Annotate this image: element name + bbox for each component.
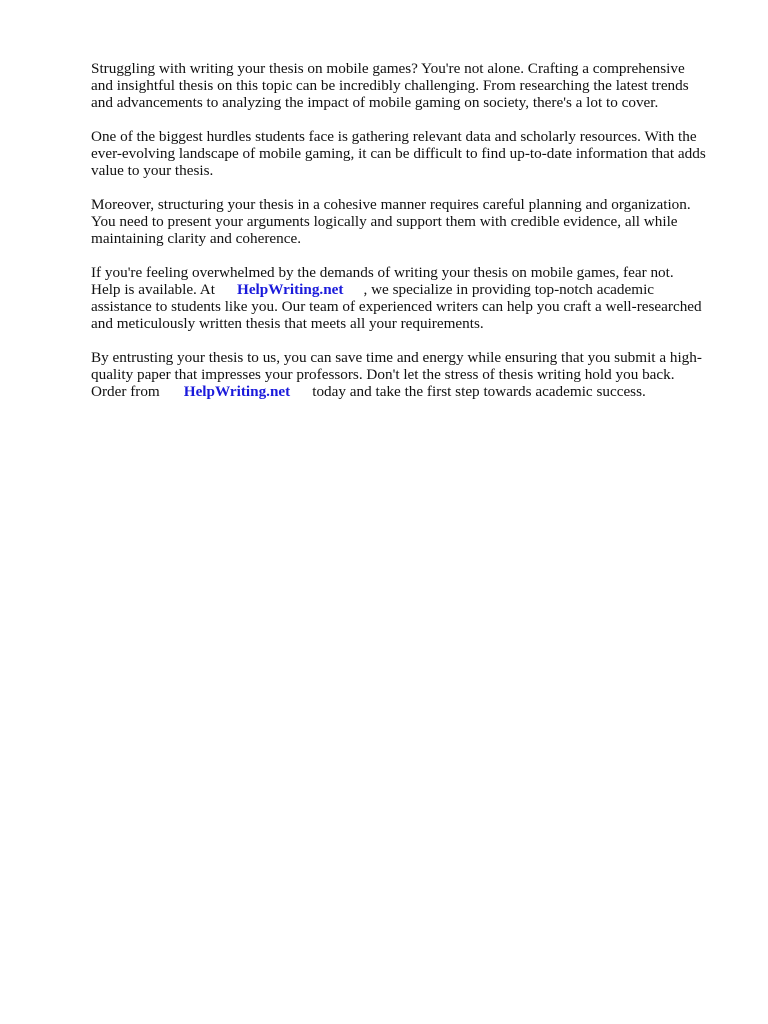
text-line: and insightful thesis on this topic can be incredibly challenging. From researching the latest trends: [91, 77, 689, 94]
paragraph-structuring: [91, 196, 731, 247]
text-line: ever-evolving landscape of mobile gaming, it can be difficult to find up-to-date information that adds: [91, 145, 706, 162]
text-line: maintaining clarity and coherence.: [91, 230, 301, 247]
text-line: value to your thesis.: [91, 162, 214, 179]
text-line: assistance to students like you. Our team of experienced writers can help you craft a well-researched: [91, 298, 702, 315]
paragraph-help: [91, 264, 731, 332]
text-fragment: Help is available. At: [91, 281, 215, 298]
text-fragment: , we specialize in providing top-notch academic: [363, 281, 655, 298]
text-line-with-link: [91, 281, 731, 298]
text-line: You need to present your arguments logically and support them with credible evidence, all while: [91, 213, 678, 230]
paragraph-intro: [91, 60, 731, 111]
text-line: quality paper that impresses your professors. Don't let the stress of thesis writing hold you back.: [91, 366, 675, 383]
helpwriting-link[interactable]: HelpWriting.net: [237, 281, 344, 298]
helpwriting-order-link[interactable]: HelpWriting.net: [183, 383, 291, 400]
text-line: and advancements to analyzing the impact of mobile gaming on society, there's a lot to cover.: [91, 94, 659, 111]
paragraph-hurdles: [91, 128, 731, 179]
text-fragment: today and take the first step towards academic success.: [312, 383, 646, 400]
text-fragment: Order from: [91, 383, 160, 400]
text-line: If you're feeling overwhelmed by the demands of writing your thesis on mobile games, fear not.: [91, 264, 674, 281]
paragraph-order: [91, 349, 731, 400]
text-line: One of the biggest hurdles students face is gathering relevant data and scholarly resources. With the: [91, 128, 697, 145]
text-line: and meticulously written thesis that meets all your requirements.: [91, 315, 484, 332]
text-line: By entrusting your thesis to us, you can save time and energy while ensuring that you submit a high-: [91, 349, 702, 366]
text-line-with-link: [91, 383, 731, 400]
text-line: Moreover, structuring your thesis in a cohesive manner requires careful planning and organization.: [91, 196, 691, 213]
text-line: Struggling with writing your thesis on mobile games? You're not alone. Crafting a comprehensive: [91, 60, 685, 77]
document-body: [91, 60, 731, 417]
